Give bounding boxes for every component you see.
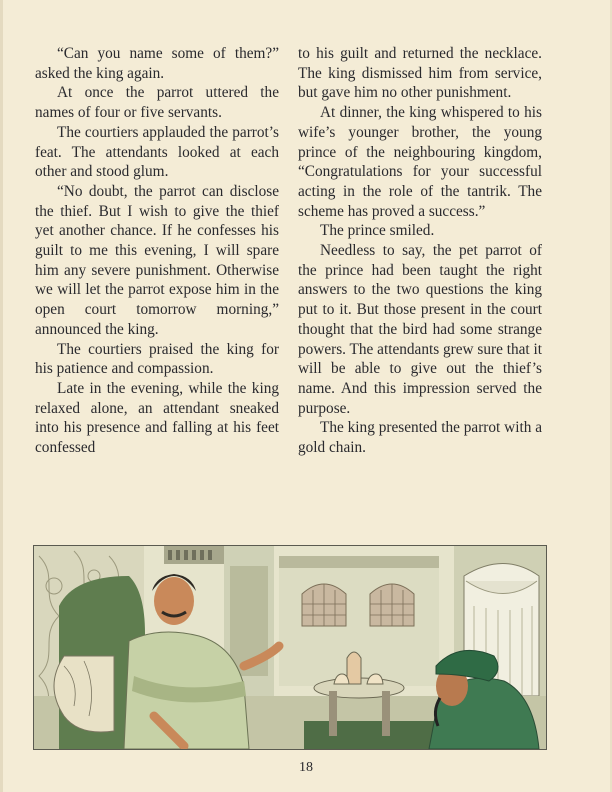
- paragraph: The king presented the parrot with a gold chain.: [298, 419, 542, 457]
- court-illustration: [33, 545, 547, 750]
- paragraph: The courtiers praised the king for his patience and compassion.: [35, 340, 279, 378]
- paragraph: “Can you name some of them?” asked the king again.: [35, 45, 279, 82]
- paragraph: At once the parrot uttered the names of four or five servants.: [35, 84, 279, 122]
- paragraph: The prince smiled.: [320, 222, 435, 240]
- paragraph: The courtiers applauded the parrot’s feat. The attendants looked at each other and stood glum.: [35, 123, 279, 181]
- court-scene-drawing: [34, 546, 546, 749]
- paragraph: Needless to say, the pet parrot of the prince had been taught the right answers to the two questions the king put to it. But those present in the court thought that the bird had some strange powers. The attendants grew sure that it will be able to give out the thief’s name. And this impression served the purpose.: [298, 242, 542, 417]
- page-number: 18: [299, 760, 313, 775]
- paragraph: to his guilt and returned the necklace. The king dismissed him from service, but gave him no other punishment.: [298, 45, 542, 102]
- paragraph: At dinner, the king whispered to his wife’s younger brother, the young prince of the neighbouring kingdom, “Congratulations for your successful acting in the role of the tantrik. The scheme has proved a success.”: [298, 104, 542, 220]
- left-text-column: [35, 44, 279, 458]
- paragraph: Late in the evening, while the king relaxed alone, an attendant sneaked into his presence and falling at his feet confessed: [35, 379, 279, 457]
- right-text-column: [298, 44, 542, 458]
- paragraph: “No doubt, the parrot can disclose the thief. But I wish to give the thief yet another chance. If he confesses his guilt to me this evening, I will spare him any severe punishment. Otherwise we will let the parrot expose him in the open court tomorrow morning,” announced the king.: [35, 182, 279, 338]
